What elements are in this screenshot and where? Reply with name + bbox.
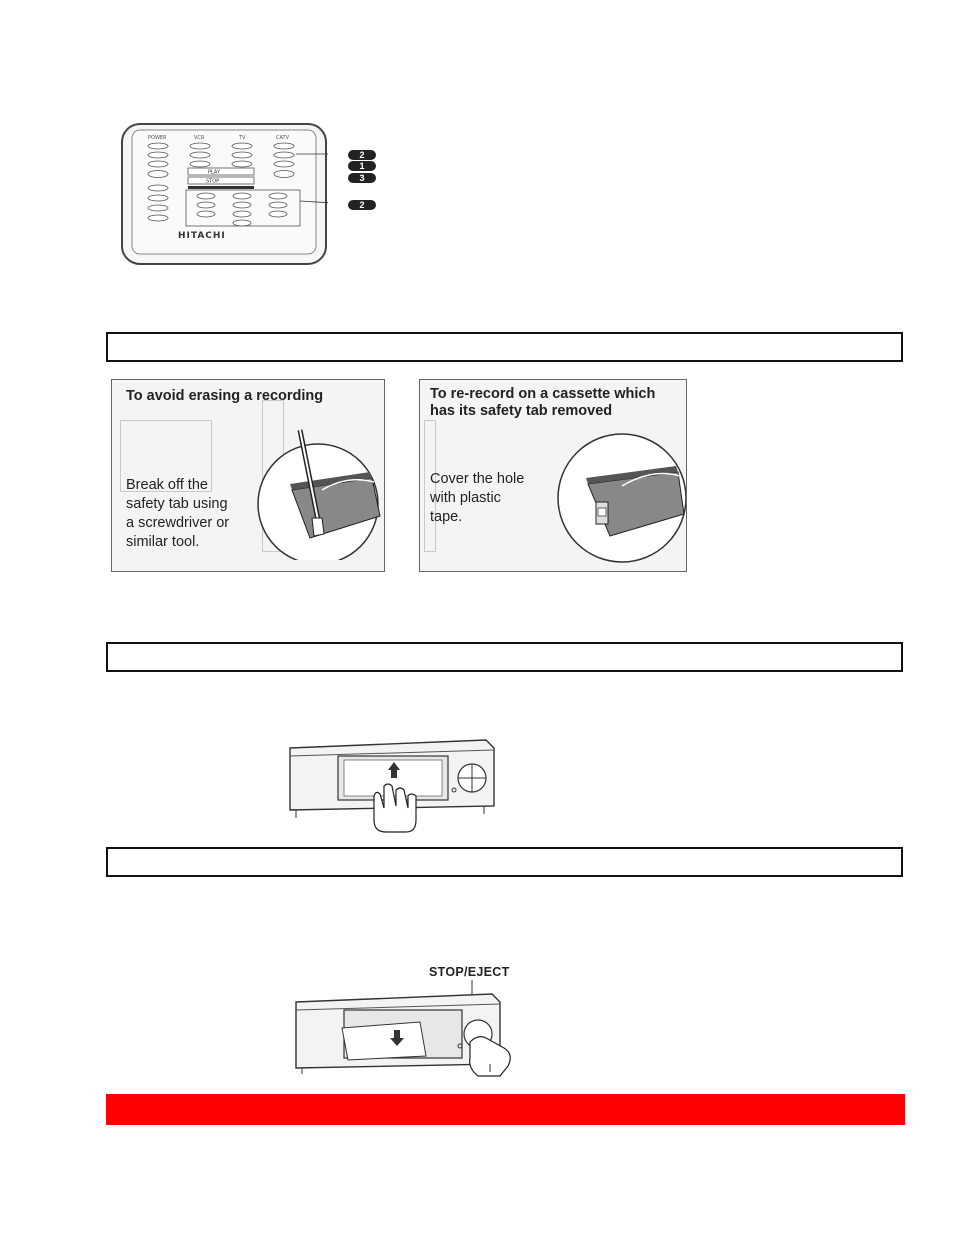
body-line: similar tool. [126,534,200,550]
section-box [106,642,903,672]
safety-panel-left [111,379,385,572]
panel-body [126,476,229,552]
svg-text:TV: TV [239,135,246,141]
svg-text:VCR: VCR [194,135,205,141]
section-box [106,332,903,362]
body-line: Break off the [126,477,208,493]
svg-text:POWER: POWER [148,135,167,141]
svg-text:HITACHI: HITACHI [178,231,226,241]
title-line: has its safety tab removed [430,403,613,419]
body-line: with plastic [430,490,501,506]
screwdriver-cassette-illustration [252,420,385,560]
section-box [106,847,903,877]
vcr-insert-illustration [286,738,496,833]
panel-title: To avoid erasing a recording [126,388,324,404]
panel-body [430,470,524,527]
safety-panel-right [419,379,687,572]
panel-title [430,386,655,420]
body-line: tape. [430,509,463,525]
red-banner [106,1094,905,1125]
body-line: a screwdriver or [126,515,230,531]
body-line: Cover the hole [430,471,525,487]
taped-cassette-illustration [552,426,687,566]
stop-eject-label: STOP/EJECT [429,965,510,979]
body-line: safety tab using [126,496,228,512]
remote-drawing [118,122,328,268]
callout-badge: 1 [348,161,376,171]
svg-text:STOP: STOP [206,178,220,185]
vcr-eject-illustration [292,978,522,1078]
svg-text:PLAY: PLAY [208,169,221,176]
callout-badge: 2 [348,150,376,160]
svg-text:CATV: CATV [276,135,289,141]
callout-badge: 2 [348,200,376,210]
callout-badge: 3 [348,173,376,183]
remote-control-illustration [118,122,328,268]
title-line: To re-record on a cassette which [430,386,656,402]
